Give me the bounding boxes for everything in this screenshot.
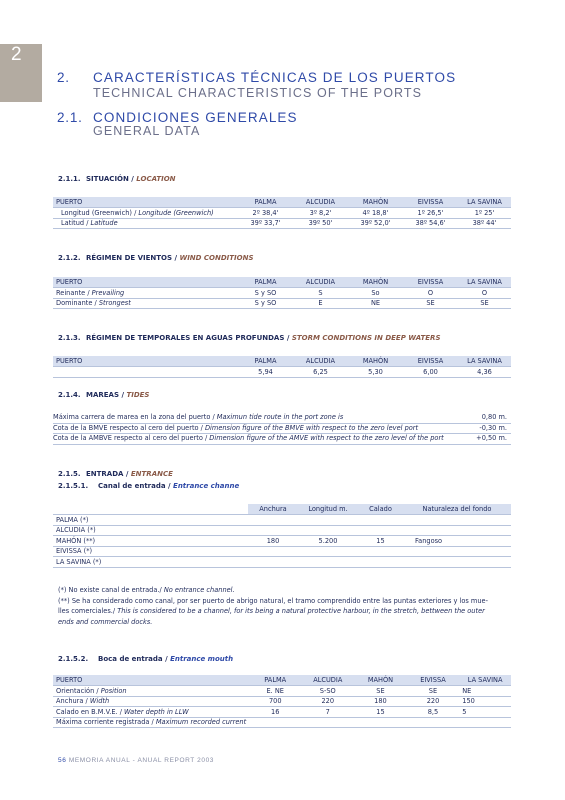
table-cell: SE [403, 298, 458, 309]
table-cell: So [348, 288, 403, 299]
table-cell [459, 717, 511, 728]
table-header: MAHÓN [348, 197, 403, 208]
table-cell [248, 515, 298, 526]
table-cell [354, 717, 407, 728]
table-cell [298, 525, 358, 536]
table-header: Naturaleza del fondo [403, 504, 511, 515]
table-header: LA SAVINA [458, 277, 511, 288]
table-header: PALMA [238, 197, 293, 208]
table-cell [248, 546, 298, 557]
table-cell: 39º 52,0' [348, 218, 403, 229]
table-cell: 2º 38,4' [238, 208, 293, 219]
table-cell: Fangoso [403, 536, 511, 547]
table-cell: 39º 50' [293, 218, 348, 229]
row-label: MAHÓN (**) [53, 536, 248, 547]
tide-row: Máxima carrera de marea en la zona del puerto / Maximun tide route in the port zone is 0,80 m. [53, 413, 511, 424]
heading-title-es: CARACTERÍSTICAS TÉCNICAS DE LOS PUERTOS [93, 70, 457, 85]
table-header: PUERTO [53, 675, 249, 686]
table-cell: S-SO [301, 686, 354, 697]
chapter-tab [0, 44, 42, 102]
heading-number: 2.1. [57, 110, 83, 125]
table-header: PUERTO [53, 356, 238, 367]
table-cell: 6,00 [403, 367, 458, 378]
table-cell [249, 717, 301, 728]
table-cell [301, 717, 354, 728]
note-2-end: ends and commercial docks. [58, 617, 153, 626]
table-cell [358, 546, 403, 557]
table-cell [403, 515, 511, 526]
table-canal [53, 504, 511, 568]
section-title-boca: 2.1.5.2. Boca de entrada / Entrance mouth [58, 655, 234, 663]
table-row [53, 208, 511, 219]
table-cell: O [458, 288, 511, 299]
table-header: LA SAVINA [459, 675, 511, 686]
table-header: EIVISSA [403, 356, 458, 367]
table-cell: 5,94 [238, 367, 293, 378]
tides-list [53, 413, 511, 445]
row-label: PALMA (*) [53, 515, 248, 526]
table-cell [403, 546, 511, 557]
table-header: PALMA [249, 675, 301, 686]
table-cell: 5 [459, 707, 511, 718]
table-header: ALCUDIA [301, 675, 354, 686]
table-cell: E [293, 298, 348, 309]
table-header: MAHÓN [348, 356, 403, 367]
table-cell: 15 [354, 707, 407, 718]
table-cell: 5,30 [348, 367, 403, 378]
table-cell: 150 [459, 696, 511, 707]
table-header: PUERTO [53, 197, 238, 208]
table-row [53, 546, 511, 557]
table-cell [403, 557, 511, 568]
note-2-cont: lles comerciales./ This is considered to be a channel, for its being a natural protective harbour, in the stretch, bettween the outer [58, 607, 485, 615]
table-cell: 6,25 [293, 367, 348, 378]
tide-value: 0,80 m. [481, 413, 507, 421]
table-header: EIVISSA [403, 277, 458, 288]
page-footer [58, 757, 214, 764]
table-cell: 1º 26,5' [403, 208, 458, 219]
chapter-number: 2 [11, 44, 22, 65]
table-header: MAHÓN [348, 277, 403, 288]
tide-value: -0,30 m. [479, 423, 507, 432]
section-title-temporales: 2.1.3. RÉGIMEN DE TEMPORALES EN AGUAS PROFUNDAS / STORM CONDITIONS IN DEEP WATERS [58, 334, 441, 342]
table-cell: NE [348, 298, 403, 309]
table-row [53, 536, 511, 547]
table-header: PALMA [238, 277, 293, 288]
tide-row: Cota de la BMVE respecto al cero del puerto / Dimension figure of the BMVE with respect to the zero level port -0,30 m. [53, 424, 511, 435]
heading-number: 2. [57, 70, 70, 85]
note-1: (*) No existe canal de entrada./ No entrance channel. [58, 586, 235, 594]
table-row [53, 686, 511, 697]
table-row [53, 707, 511, 718]
table-row [53, 367, 511, 378]
table-cell: 700 [249, 696, 301, 707]
table-header: PALMA [238, 356, 293, 367]
row-label [53, 367, 238, 378]
heading-title-en: TECHNICAL CHARACTERISTICS OF THE PORTS [93, 86, 423, 100]
table-temporales [53, 356, 511, 378]
table-header: MAHÓN [354, 675, 407, 686]
table-cell: E. NE [249, 686, 301, 697]
table-header: LA SAVINA [458, 356, 511, 367]
table-header: Longitud m. [298, 504, 358, 515]
table-row [53, 288, 511, 299]
section-title-situacion: 2.1.1. SITUACIÓN / LOCATION [58, 175, 176, 183]
table-cell [358, 515, 403, 526]
table-header: ALCUDIA [293, 356, 348, 367]
table-cell: 39º 33,7' [238, 218, 293, 229]
table-cell: 1º 25' [458, 208, 511, 219]
table-cell [248, 525, 298, 536]
table-cell [298, 546, 358, 557]
table-cell: S [293, 288, 348, 299]
table-header: Calado [358, 504, 403, 515]
table-cell [358, 525, 403, 536]
row-label: ALCUDIA (*) [53, 525, 248, 536]
table-cell: S y SO [238, 288, 293, 299]
table-cell: 38º 54,6' [403, 218, 458, 229]
tide-value: +0,50 m. [476, 434, 507, 442]
table-header [53, 504, 248, 515]
row-label: Calado en B.M.V.E. / Water depth in LLW [53, 707, 249, 718]
table-cell: SE [407, 686, 460, 697]
row-label: Longitud (Greenwich) / Longitude (Greenwich) [53, 208, 238, 219]
section-title-vientos: 2.1.2. RÉGIMEN DE VIENTOS / WIND CONDITIONS [58, 254, 254, 262]
row-label: Máxima corriente registrada / Maximum recorded current [53, 717, 249, 728]
table-cell: 180 [354, 696, 407, 707]
table-row [53, 525, 511, 536]
table-row [53, 557, 511, 568]
section-title-canal: 2.1.5.1. Canal de entrada / Entrance channe [58, 482, 240, 490]
table-cell: 220 [407, 696, 460, 707]
table-header: ALCUDIA [293, 277, 348, 288]
footer-text: MEMORIA ANUAL - ANUAL REPORT 2003 [68, 757, 214, 764]
table-header: LA SAVINA [458, 197, 511, 208]
table-cell [248, 557, 298, 568]
table-cell: 180 [248, 536, 298, 547]
row-label: Reinante / Prevailing [53, 288, 238, 299]
table-situacion [53, 197, 511, 229]
table-cell: SE [458, 298, 511, 309]
tide-row: Cota de la AMBVE respecto al cero del puerto / Dimension figure of the AMVE with respect to the zero level of the port +0,50 m. [53, 434, 511, 445]
table-row [53, 298, 511, 309]
row-label: Latitud / Latitude [53, 218, 238, 229]
table-cell: 3º 8,2' [293, 208, 348, 219]
table-cell: 4º 18,8' [348, 208, 403, 219]
table-cell [403, 525, 511, 536]
table-cell: S y SO [238, 298, 293, 309]
table-header: EIVISSA [407, 675, 460, 686]
heading-title-en: GENERAL DATA [93, 124, 201, 138]
row-label: Orientación / Position [53, 686, 249, 697]
table-vientos [53, 277, 511, 309]
table-cell [298, 557, 358, 568]
notes [58, 585, 510, 627]
table-cell: SE [354, 686, 407, 697]
row-label: Dominante / Strongest [53, 298, 238, 309]
table-cell: 5.200 [298, 536, 358, 547]
row-label: Anchura / Width [53, 696, 249, 707]
table-cell [298, 515, 358, 526]
table-cell [358, 557, 403, 568]
table-cell [407, 717, 460, 728]
table-header: Anchura [248, 504, 298, 515]
table-cell: 16 [249, 707, 301, 718]
section-title-entrada: 2.1.5. ENTRADA / ENTRANCE [58, 470, 173, 478]
table-row [53, 696, 511, 707]
table-cell: 7 [301, 707, 354, 718]
table-row [53, 717, 511, 728]
table-cell: 38º 44' [458, 218, 511, 229]
table-cell: 15 [358, 536, 403, 547]
table-header: EIVISSA [403, 197, 458, 208]
table-cell: NE [459, 686, 511, 697]
section-title-mareas: 2.1.4. MAREAS / TIDES [58, 391, 150, 399]
note-2: (**) Se ha considerado como canal, por ser puerto de abrigo natural, el tramo comprendido entre las puntas exteriores y los mue- [58, 596, 488, 605]
table-cell: 220 [301, 696, 354, 707]
table-header: ALCUDIA [293, 197, 348, 208]
table-cell: 8,5 [407, 707, 460, 718]
table-header: PUERTO [53, 277, 238, 288]
table-cell: 4,36 [458, 367, 511, 378]
table-boca [53, 675, 511, 728]
table-cell: O [403, 288, 458, 299]
table-row [53, 218, 511, 229]
row-label: EIVISSA (*) [53, 546, 248, 557]
page-number: 56 [58, 757, 67, 764]
table-row [53, 515, 511, 526]
heading-title-es: CONDICIONES GENERALES [93, 110, 298, 125]
row-label: LA SAVINA (*) [53, 557, 248, 568]
